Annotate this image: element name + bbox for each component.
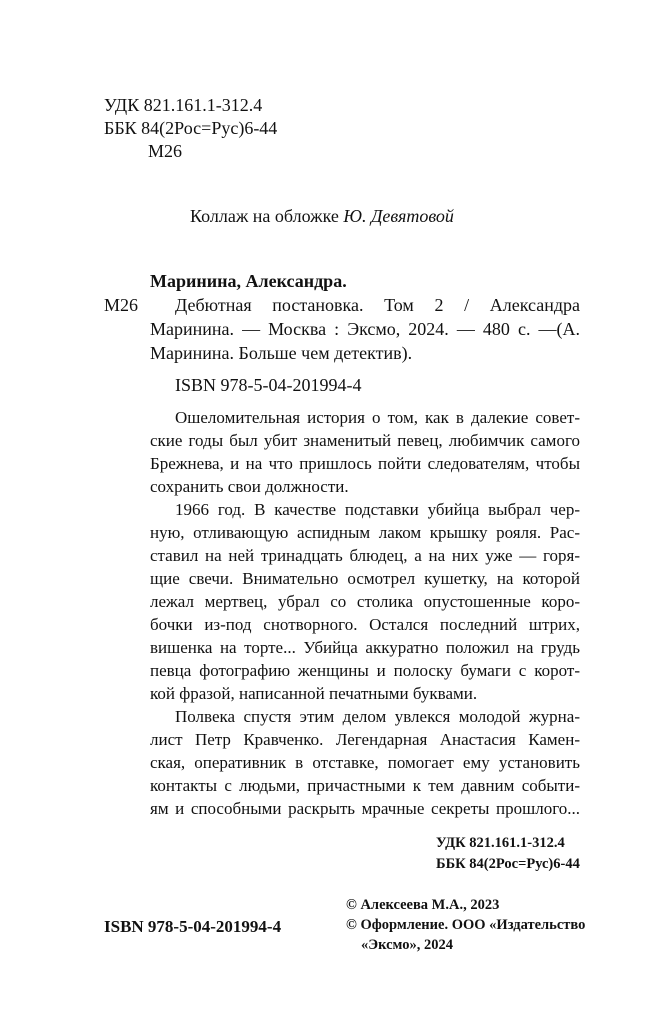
copyright-design: © Оформление. ООО «Издательство: [346, 917, 586, 933]
annotation-p2-line: лежал мертвец, убрал со столика опустошенные коро-: [150, 592, 580, 611]
annotation-p2-line: бочки из-под снотворного. Остался последний штрих,: [150, 615, 580, 634]
footer-isbn: ISBN 978-5-04-201994-4: [104, 917, 282, 936]
annotation-p1-line: Брежнева, и на что пришлось пойти следователям, чтобы: [150, 454, 580, 473]
catalog-line-2: Маринина. — Москва : Эксмо, 2024. — 480 с. —(А.: [150, 319, 580, 339]
annotation-p2-line: певца фотографию женщины и полоску бумаги с корот-: [150, 661, 580, 680]
catalog-author: Маринина, Александра.: [150, 271, 347, 291]
cover-credit: [190, 206, 454, 227]
cover-artist: Ю. Девятовой: [343, 206, 454, 226]
annotation-p3-line: лист Петр Кравченко. Легендарная Анастасия Камен-: [150, 730, 580, 749]
udk-code: УДК 821.161.1-312.4: [104, 95, 263, 115]
bbk-code: ББК 84(2Рос=Рус)6-44: [104, 118, 278, 138]
annotation-p1-line: ские годы был убит знаменитый певец, любимчик самого: [150, 431, 580, 450]
cover-credit-prefix: Коллаж на обложке: [190, 206, 344, 226]
annotation-p1-line: Ошеломительная история о том, как в далекие совет-: [175, 408, 580, 427]
catalog-line-1: Дебютная постановка. Том 2 / Александра: [175, 295, 580, 315]
copyright-publisher: «Эксмо», 2024: [361, 937, 453, 953]
annotation-p1-line: сохранить свои должности.: [150, 477, 349, 496]
annotation-p3-line: ская, оперативник в отставке, помогает ему установить: [150, 753, 580, 772]
footer-bbk: ББК 84(2Рос=Рус)6-44: [436, 856, 580, 872]
annotation-p2-line: кой фразой, написанной печатными буквами.: [150, 684, 478, 703]
footer-udk: УДК 821.161.1-312.4: [436, 835, 565, 851]
catalog-isbn: ISBN 978-5-04-201994-4: [175, 375, 362, 395]
annotation-p3-line: контакты с людьми, причастными к тем давним событи-: [150, 776, 580, 795]
annotation-p2-line: ставил на ней тринадцать блюдец, а на них уже — горя-: [150, 546, 580, 565]
author-mark: М26: [148, 141, 183, 161]
annotation-p2-line: ную, отливающую аспидным лаком крышку рояля. Рас-: [150, 523, 580, 542]
annotation-p3-line: Полвека спустя этим делом увлекся молодой журна-: [175, 707, 580, 726]
copyright-author: © Алексеева М.А., 2023: [346, 897, 500, 913]
catalog-mark: М26: [104, 295, 139, 315]
annotation-p2-line: щие свечи. Внимательно осмотрел кушетку, на которой: [150, 569, 580, 588]
annotation-p2-line: вишенка на торте... Убийца аккуратно положил на грудь: [150, 638, 580, 657]
catalog-line-3: Маринина. Больше чем детектив).: [150, 343, 413, 363]
annotation-p3-line: ям и способными раскрыть мрачные секреты прошлого...: [150, 799, 580, 818]
annotation-p2-line: 1966 год. В качестве подставки убийца выбрал чер-: [175, 500, 580, 519]
